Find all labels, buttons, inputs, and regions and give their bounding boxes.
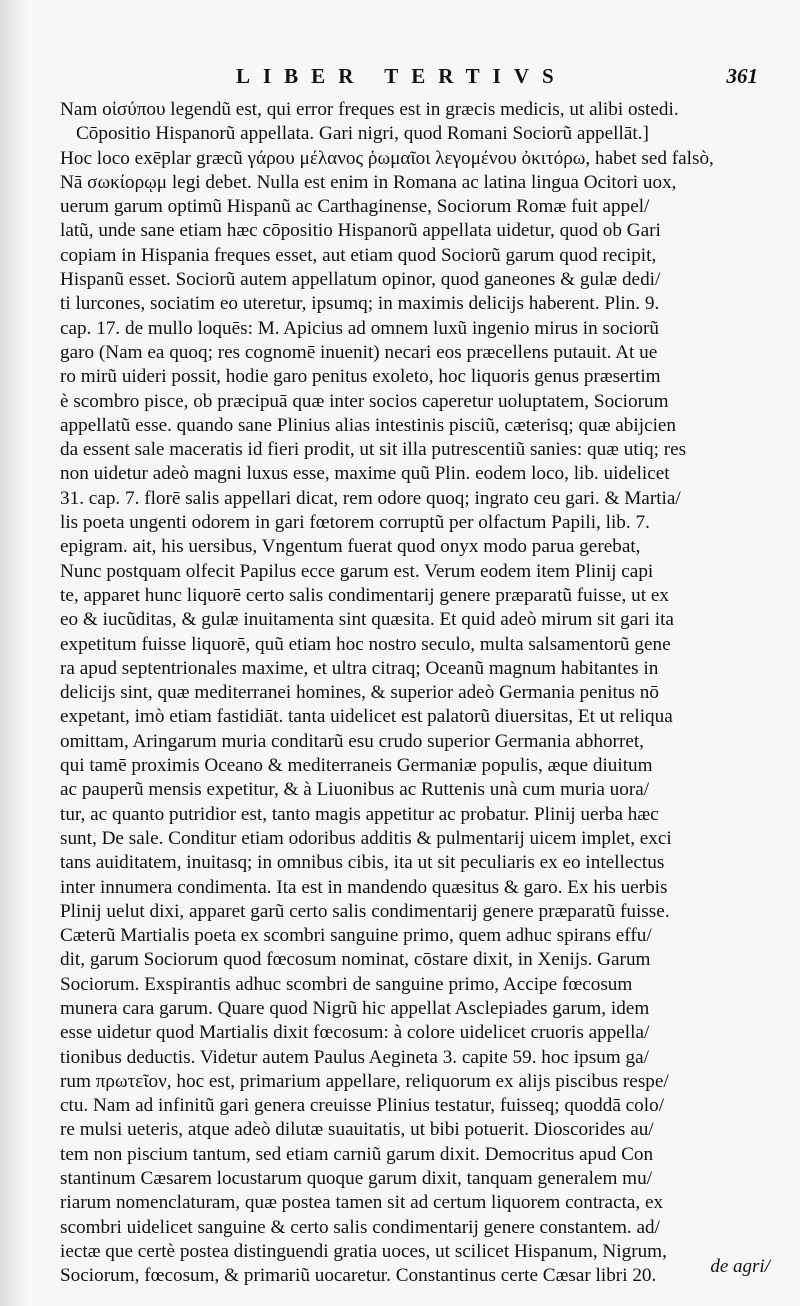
text-line: expetitum fuisse liquorē, quũ etiam hoc nostro seculo, multa salsamentorũ gene xyxy=(60,633,671,655)
text-line: re mulsi ueteris, atque adeò dilutæ suauitatis, ut bibi potuerit. Dioscorides au/ xyxy=(60,1119,654,1141)
text-line: munera cara garum. Quare quod Nigrũ hic appellat Asclepiades garum, idem xyxy=(60,997,650,1019)
text-line: Sociorum, fœcosum, & primariũ uocaretur. Constantinus certe Cæsar libri 20. xyxy=(60,1265,657,1287)
text-line: riarum nomenclaturam, quæ postea tamen sit ad certum liquorem contracta, ex xyxy=(60,1192,664,1214)
text-line: ac pauperũ mensis expetitur, & à Liuonibus ac Ruttenis unà cum muria uora/ xyxy=(60,779,650,801)
text-line: expetant, imò etiam fastidiāt. tanta uidelicet est palatorũ diuersitas, Et ut reliqua xyxy=(60,706,673,728)
text-line: Hispanũ esset. Sociorũ autem appellatum opinor, quod ganeones & gulæ dedi/ xyxy=(60,269,661,291)
text-line: epigram. ait, his uersibus, Vngentum fuerat quod onyx modo parua gerebat, xyxy=(60,536,641,558)
text-line: tionibus deductis. Videtur autem Paulus Aegineta 3. capite 59. hoc ipsum ga/ xyxy=(60,1046,649,1068)
text-line: Cōpositio Hispanorũ appellata. Gari nigri, quod Romani Sociorũ appellāt.] xyxy=(76,123,649,145)
text-line: Nā σωκίορῳμ legi debet. Nulla est enim in Romana ac latina lingua Ocitori uox, xyxy=(60,171,677,193)
catchword: de agri/ xyxy=(710,1256,770,1277)
text-line: tans auiditatem, inuitasq; in omnibus cibis, ita ut sit peculiaris ex eo intellectus xyxy=(60,852,665,874)
text-line: scombri uidelicet sanguine & certo salis condimentarij genere constantem. ad/ xyxy=(60,1216,660,1238)
text-line: inter innumera condimenta. Ita est in mandendo quæsitus & garo. Ex his uerbis xyxy=(60,876,668,898)
text-line: sunt, De sale. Conditur etiam odoribus additis & pulmentarij uicem implet, exci xyxy=(60,827,672,849)
text-line: uerum garum optimũ Hispanũ ac Carthaginense, Sociorum Romæ fuit appel/ xyxy=(60,196,650,218)
text-line: è scombro pisce, ob præcipuā quæ inter socios caperetur uoluptatem, Sociorum xyxy=(60,390,669,412)
text-line: non uidetur adeò magni luxus esse, maxime quũ Plin. eodem loco, lib. uidelicet xyxy=(60,463,670,485)
text-line: stantinum Cæsarem locustarum quoque garum dixit, tanquam generalem mu/ xyxy=(60,1168,653,1190)
text-line: te, apparet hunc liquorē certo salis condimentarij genere præparatũ fuisse, ut ex xyxy=(60,584,669,606)
text-line: Nunc postquam olfecit Papilus ecce garum est. Verum eodem item Plinij capi xyxy=(60,560,654,582)
text-line: ro mirũ uideri possit, hodie garo penitus exoleto, hoc liquoris genus præsertim xyxy=(60,366,661,388)
text-line: esse uidetur quod Martialis dixit fœcosum: à colore uidelicet cruoris appella/ xyxy=(60,1022,650,1044)
text-line: cap. 17. de mullo loquēs: M. Apicius ad omnem luxũ ingenio mirus in sociorũ xyxy=(60,317,660,339)
text-line: 31. cap. 7. florē salis appellari dicat, rem odore quoq; ingrato ceu gari. & Martia/ xyxy=(60,487,681,509)
text-line: latũ, unde sane etiam hæc cōpositio Hispanorũ appellata uidetur, quod ob Gari xyxy=(60,220,661,242)
text-line: lis poeta ungenti odorem in gari fœtorem corruptũ per olfactum Papili, lib. 7. xyxy=(60,512,650,534)
running-header xyxy=(0,64,800,94)
text-line: eo & iucũditas, & gulæ inuitamenta sint quæsita. Et quid adeò mirum sit gari ita xyxy=(60,609,674,631)
text-line: garo (Nam ea quoq; res cognomē inuenit) necari eos præcellens putauit. At ue xyxy=(60,341,658,363)
text-line: rum πρωτεῖον, hoc est, primarium appellare, reliquorum ex alijs piscibus respe/ xyxy=(60,1070,669,1092)
text-line: dit, garum Sociorum quod fœcosum nominat, cōstare dixit, in Xenijs. Garum xyxy=(60,949,651,971)
text-line: tur, ac quanto putridior est, tanto magis appetitur ac probatur. Plinij uerba hæc xyxy=(60,803,659,825)
text-line: Sociorum. Exspirantis adhuc scombri de sanguine primo, Accipe fœcosum xyxy=(60,973,633,995)
text-line: iectæ que certè postea distinguendi gratia uoces, ut scilicet Hispanum, Nigrum, xyxy=(60,1240,667,1262)
running-title: LIBER TERTIVS xyxy=(236,64,567,88)
text-line: qui tamē proximis Oceano & mediterraneis Germaniæ populis, æque diuitum xyxy=(60,755,653,777)
text-line: delicijs sint, quæ mediterranei homines, & superior adeò Germania penitus nō xyxy=(60,682,659,704)
text-line: Nam οἰσύπου legendũ est, qui error freques est in græcis medicis, ut alibi ostedi. xyxy=(60,99,679,120)
text-line: ra apud septentrionales maxime, et ultra citraq; Oceanũ magnum habitantes in xyxy=(60,657,659,679)
text-line: omittam, Aringarum muria conditarũ esu crudo superior Germania abhorret, xyxy=(60,730,644,752)
text-line: Plinij uelut dixi, apparet garũ certo salis condimentarij genere præparatũ fuisse. xyxy=(60,900,670,922)
text-line: da essent sale maceratis id fieri prodit, ut sit illa putrescentiũ sanies: quæ utiq; res xyxy=(60,439,687,461)
text-line: copiam in Hispania freques esset, aut etiam quod Sociorũ garum quod recipit, xyxy=(60,244,657,266)
text-line: ti lurcones, sociatim eo uteretur, ipsumq; in maximis delicijs haberent. Plin. 9. xyxy=(60,293,660,315)
text-line: appellatũ esse. quando sane Plinius alias intestinis pisciũ, cæterisq; quæ abijcien xyxy=(60,414,677,436)
spine-shadow xyxy=(0,0,28,1306)
page-number: 361 xyxy=(726,64,758,88)
text-line: Hoc loco exēplar græcũ γάρου μέλανος ῥωμαῖοι λεγομένου ὀκιτόρω, habet sed falsò, xyxy=(60,147,714,169)
text-line: ctu. Nam ad infinitũ gari genera creuisse Plinius testatur, fuisseq; quoddā colo/ xyxy=(60,1095,665,1117)
text-line: Cæterũ Martialis poeta ex scombri sanguine primo, quem adhuc spirans effu/ xyxy=(60,925,652,947)
text-line: tem non piscium tantum, sed etiam carniũ garum dixit. Democritus apud Con xyxy=(60,1143,654,1165)
body-text xyxy=(60,98,772,1289)
